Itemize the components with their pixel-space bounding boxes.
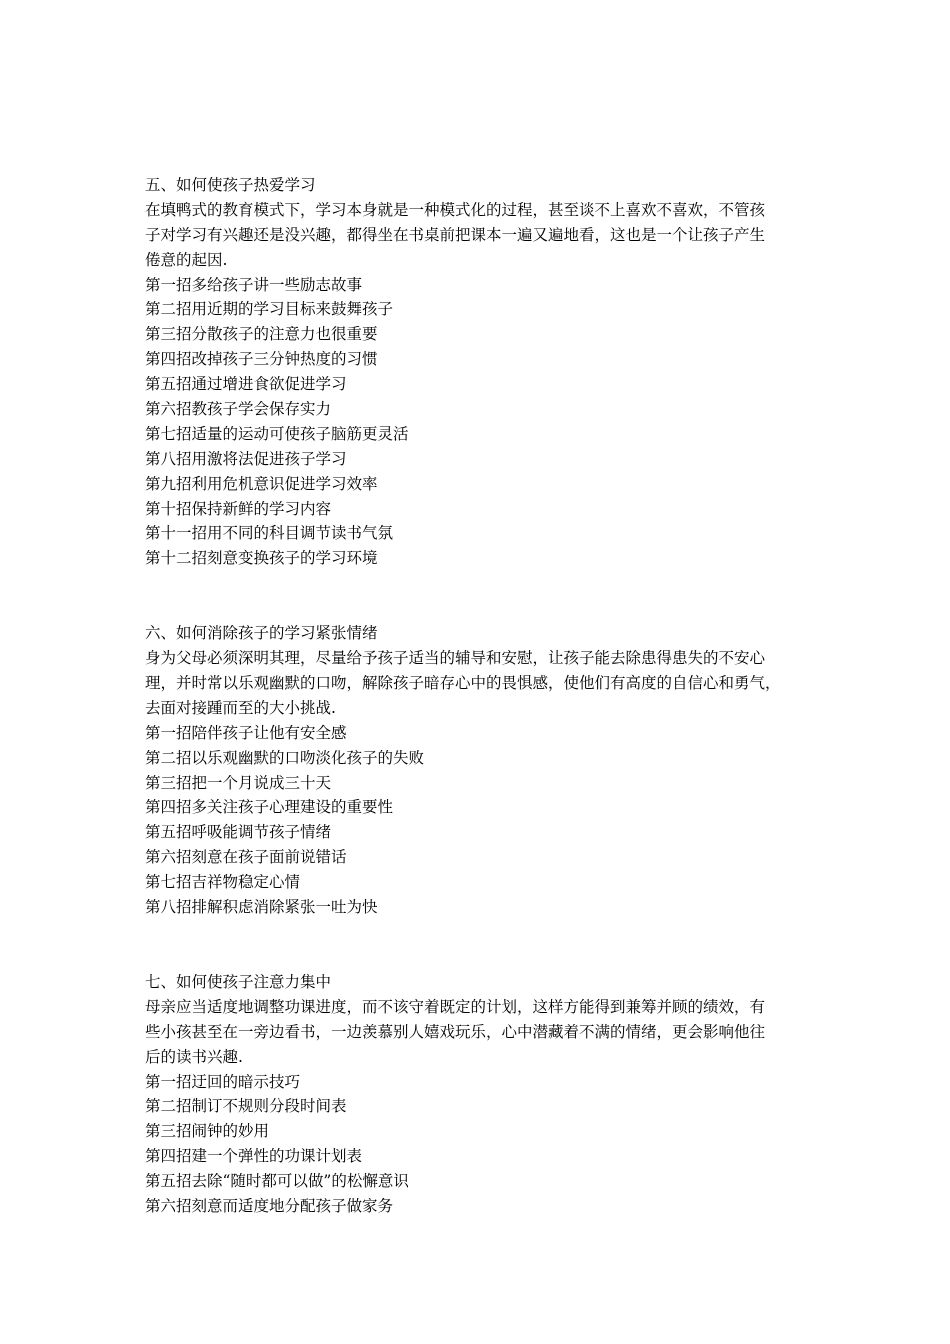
list-item: 第三招把一个月说成三十天 bbox=[145, 773, 332, 792]
list-item: 第四招改掉孩子三分钟热度的习惯 bbox=[145, 350, 378, 369]
section-heading: 五、如何使孩子热爱学习 bbox=[145, 176, 316, 194]
list-item: 第十招保持新鲜的学习内容 bbox=[145, 499, 332, 518]
section-7 bbox=[145, 970, 815, 1219]
section-heading: 七、如何使孩子注意力集中 bbox=[145, 972, 332, 991]
list-item: 第六招刻意在孩子面前说错话 bbox=[145, 848, 347, 867]
intro-line: 理，并时常以乐观幽默的口吻，解除孩子暗存心中的畏惧感，使他们有高度的自信心和勇气， bbox=[145, 674, 781, 693]
list-item: 第五招呼吸能调节孩子情绪 bbox=[145, 823, 332, 842]
intro-line: 些小孩甚至在一旁边看书，一边羡慕别人嬉戏玩乐，心中潜藏着不满的情绪，更会影响他往 bbox=[145, 1022, 766, 1041]
intro-line: 去面对接踵而至的大小挑战. bbox=[145, 698, 336, 717]
intro-line: 在填鸭式的教育模式下，学习本身就是一种模式化的过程，甚至谈不上喜欢不喜欢，不管孩 bbox=[145, 200, 766, 219]
list-item: 第一招多给孩子讲一些励志故事 bbox=[145, 275, 363, 294]
list-item: 第十一招用不同的科目调节读书气氛 bbox=[145, 524, 394, 543]
intro-line: 身为父母必须深明其理，尽量给予孩子适当的辅导和安慰，让孩子能去除患得患失的不安心 bbox=[145, 649, 766, 668]
list-item: 第六招刻意而适度地分配孩子做家务 bbox=[145, 1196, 394, 1215]
list-item: 第六招教孩子学会保存实力 bbox=[145, 400, 332, 419]
list-item: 第一招迂回的暗示技巧 bbox=[145, 1072, 301, 1091]
list-item: 第五招去除“随时都可以做”的松懈意识 bbox=[145, 1172, 409, 1191]
document-page bbox=[145, 173, 815, 1219]
list-item: 第七招适量的运动可使孩子脑筋更灵活 bbox=[145, 424, 409, 443]
list-item: 第四招建一个弹性的功课计划表 bbox=[145, 1147, 363, 1166]
list-item: 第四招多关注孩子心理建设的重要性 bbox=[145, 798, 394, 817]
list-item: 第二招制订不规则分段时间表 bbox=[145, 1097, 347, 1116]
intro-line: 倦意的起因. bbox=[145, 250, 228, 269]
intro-line: 后的读书兴趣. bbox=[145, 1047, 243, 1066]
list-item: 第一招陪伴孩子让他有安全感 bbox=[145, 723, 347, 742]
list-item: 第八招排解积虑消除紧张一吐为快 bbox=[145, 898, 378, 917]
list-item: 第五招通过增进食欲促进学习 bbox=[145, 375, 347, 394]
list-item: 第八招用激将法促进孩子学习 bbox=[145, 449, 347, 468]
list-item: 第二招以乐观幽默的口吻淡化孩子的失败 bbox=[145, 748, 425, 767]
section-heading: 六、如何消除孩子的学习紧张情绪 bbox=[145, 624, 378, 643]
intro-line: 母亲应当适度地调整功课进度，而不该守着既定的计划，这样方能得到兼筹并顾的绩效，有 bbox=[145, 997, 766, 1016]
list-item: 第三招分散孩子的注意力也很重要 bbox=[145, 325, 378, 344]
list-item: 第十二招刻意变换孩子的学习环境 bbox=[145, 549, 378, 568]
section-5 bbox=[145, 173, 815, 571]
list-item: 第九招利用危机意识促进学习效率 bbox=[145, 474, 378, 493]
list-item: 第七招吉祥物稳定心情 bbox=[145, 873, 301, 892]
list-item: 第三招闹钟的妙用 bbox=[145, 1122, 270, 1141]
intro-line: 子对学习有兴趣还是没兴趣，都得坐在书桌前把课本一遍又遍地看，这也是一个让孩子产生 bbox=[145, 225, 766, 244]
section-6 bbox=[145, 621, 815, 920]
list-item: 第二招用近期的学习目标来鼓舞孩子 bbox=[145, 300, 394, 319]
